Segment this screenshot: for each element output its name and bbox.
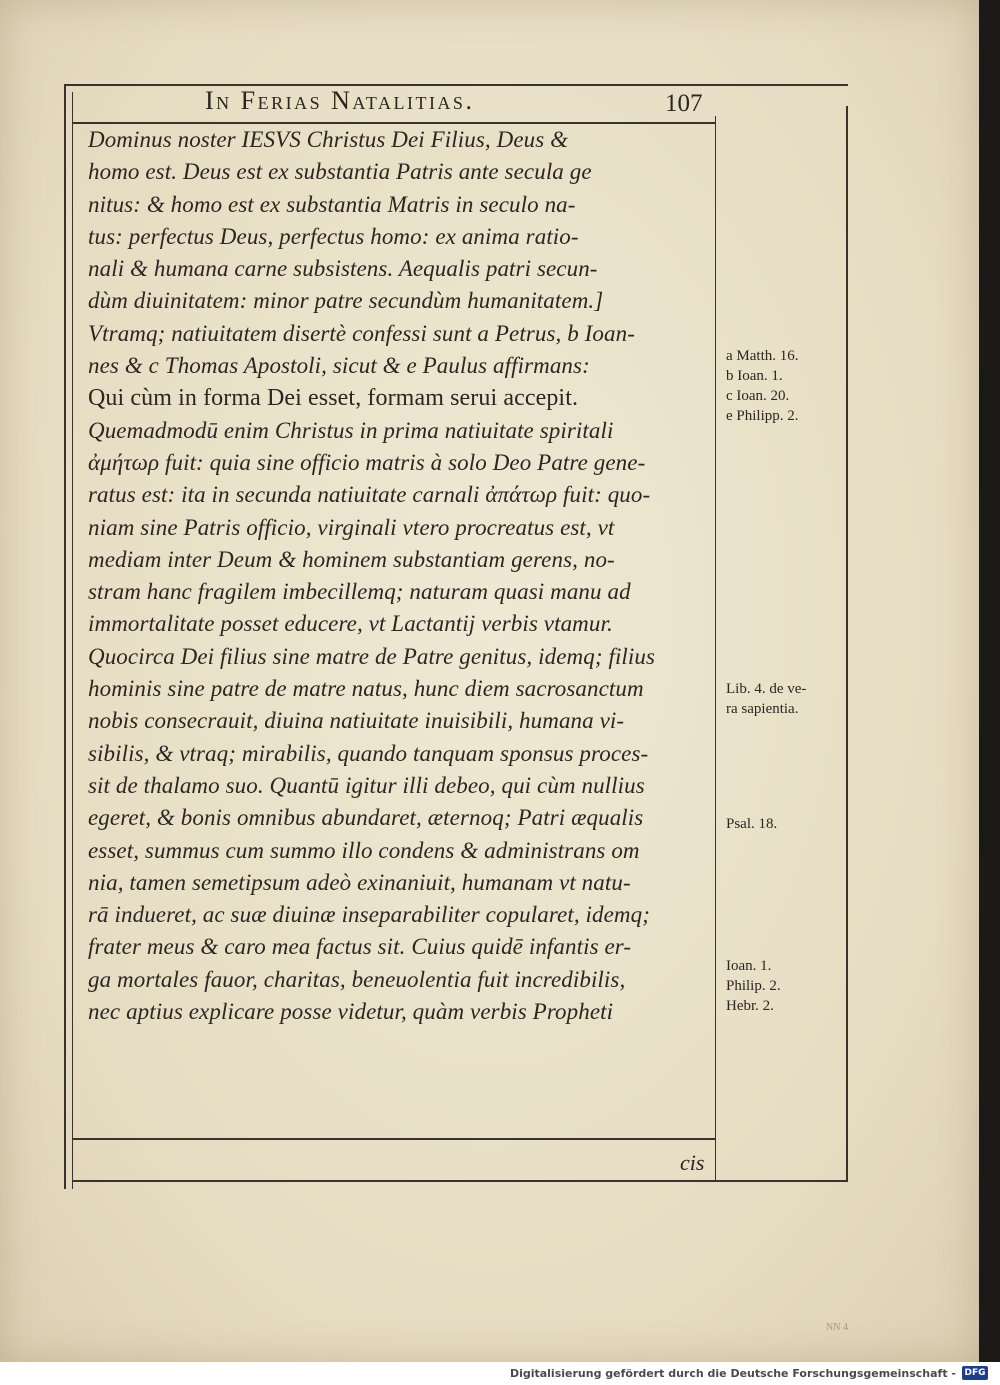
dfg-logo[interactable]: DFG [962,1366,988,1380]
margin-note-line: Psal. 18. [726,816,778,832]
body-text [88,124,713,1028]
text-line: Qui cùm in forma Dei esset, formam serui accepit. [88,385,579,412]
text-line: hominis sine patre de matre natus, hunc diem sacrosanctum [88,676,644,702]
text-line: homo est. Deus est ex substantia Patris ante secula ge [88,159,592,185]
margin-note-line: e Philipp. 2. [726,408,799,424]
margin-note-citations [726,346,846,426]
frame-rule [72,92,73,1189]
text-line: nobis consecrauit, diuina natiuitate inuisibili, humana vi- [88,708,625,734]
catchword: cis [680,1150,705,1175]
text-line: nec aptius explicare posse videtur, quàm verbis Propheti [88,999,614,1025]
frame-rule [715,116,716,1181]
frame-rule [72,1138,716,1140]
text-line: immortalitate posset educere, vt Lactantij verbis vtamur. [88,611,613,637]
margin-note-line: Philip. 2. [726,978,781,994]
text-line: nitus: & homo est ex substantia Matris in seculo na- [88,191,576,217]
text-line: nia, tamen semetipsum adeò exinaniuit, humanam vt natu- [88,869,631,895]
text-line: niam sine Patris officio, virginali vtero procreatus est, vt [88,514,615,540]
text-line: Quemadmodū enim Christus in prima natiuitate spiritali [88,417,614,443]
text-line: mediam inter Deum & hominem substantiam gerens, no- [88,546,615,572]
margin-note-line: Ioan. 1. [726,958,772,974]
text-line: tus: perfectus Deus, perfectus homo: ex anima ratio- [88,223,579,249]
margin-note-scripture [726,956,846,1016]
page-number: 107 [665,90,703,117]
text-line: dùm diuinitatem: minor patre secundùm humanitatem.] [88,288,604,314]
text-line: ἀμήτωρ fuit: quia sine officio matris à solo Deo Patre gene- [88,449,646,475]
text-line: Dominus noster IESVS Christus Dei Filius, Deus & [88,127,569,152]
text-line: sibilis, & vtraq; mirabilis, quando tanquam sponsus proces- [88,740,649,766]
margin-note-line: Hebr. 2. [726,998,774,1014]
text-line: stram hanc fragilem imbecillemq; naturam quasi manu ad [88,579,631,605]
frame-rule [846,106,848,1181]
margin-note-lactantius [726,679,846,719]
frame-rule [64,84,66,1189]
margin-note-line: ra sapientia. [726,701,799,717]
margin-note-line: Lib. 4. de ve- [726,681,807,697]
text-line: nes & c Thomas Apostoli, sicut & e Paulus affirmans: [88,353,590,379]
signature-mark: NN 4 [826,1322,848,1333]
text-line: Quocirca Dei filius sine matre de Patre genitus, idemq; filius [88,643,656,669]
funding-credit: Digitalisierung gefördert durch die Deutsche Forschungsgemeinschaft - [509,1367,956,1380]
margin-note-line: a Matth. 16. [726,348,799,364]
running-title: In Ferias Natalitias. [205,86,475,115]
text-line: ga mortales fauor, charitas, beneuolentia fuit incredibilis, [88,966,626,992]
margin-note-psalm [726,814,846,834]
text-line: ratus est: ita in secunda natiuitate carnali ἀπάτωρ fuit: quo- [88,482,651,508]
frame-rule [72,1180,848,1182]
text-line: egeret, & bonis omnibus abundaret, æternoq; Patri æqualis [88,805,644,831]
text-line: esset, summus cum summo illo condens & administrans om [88,837,640,863]
text-line: nali & humana carne subsistens. Aequalis patri secun- [88,256,598,282]
margin-note-line: b Ioan. 1. [726,368,783,384]
text-line: Vtramq; natiuitatem disertè confessi sunt a Petrus, b Ioan- [88,320,635,346]
text-line: sit de thalamo suo. Quantū igitur illi debeo, qui cùm nullius [88,772,645,798]
margin-note-line: c Ioan. 20. [726,388,790,404]
text-line: frater meus & caro mea factus sit. Cuius quidē infantis er- [88,934,632,960]
text-line: rā indueret, ac suæ diuinæ inseparabiliter copularet, idemq; [88,902,650,928]
